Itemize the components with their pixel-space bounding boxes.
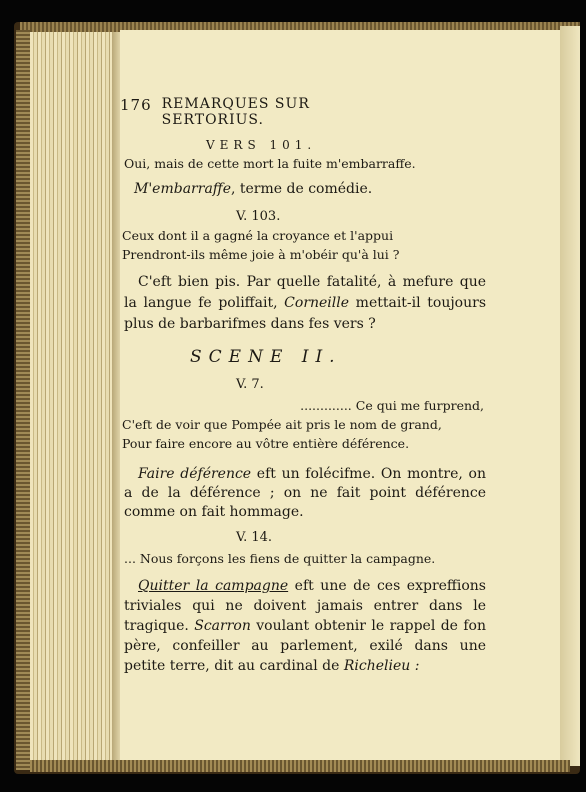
italic-term: M'embarraffe xyxy=(134,181,231,197)
paragraph-text: eft un folécifme. On montre, on a de la déférence ; on ne fait point déférence comme on fait hommage. xyxy=(124,466,486,520)
italic-name: Scarron xyxy=(194,618,251,634)
commentary-paragraph xyxy=(124,465,486,522)
verse-reference: VERS 101. xyxy=(206,138,317,152)
verse-reference: V. 103. xyxy=(236,209,281,224)
running-title: REMARQUES SUR SERTORIUS. xyxy=(161,96,310,128)
italic-term: Faire déférence xyxy=(138,466,252,482)
page-number: 176 xyxy=(120,96,152,114)
verse-quote: Oui, mais de cette mort la fuite m'embarraffe. xyxy=(124,156,416,171)
verse-quote xyxy=(122,226,400,264)
page-text xyxy=(0,96,486,676)
quote-line: C'eft de voir que Pompée ait pris le nom de grand, xyxy=(122,417,442,432)
quote-line: Pour faire encore au vôtre entière déférence. xyxy=(122,436,410,451)
commentary-paragraph xyxy=(124,576,486,676)
paragraph-text: eft une de ces expreffions triviales qui ne doivent jamais entrer dans le tragique. xyxy=(124,578,486,634)
verse-reference: V. 7. xyxy=(236,377,264,392)
italic-name: Corneille xyxy=(284,295,350,311)
scene-heading: SCENE II. xyxy=(190,347,342,367)
paragraph-text: C'eft bien pis. Par quelle fatalité, à mefure que la langue fe poliffait, xyxy=(124,274,486,311)
commentary xyxy=(134,181,396,197)
verse-reference: V. 14. xyxy=(236,530,273,545)
paragraph-text: mettait-il toujours plus de barbarifmes dans fes vers ? xyxy=(124,295,486,332)
running-header xyxy=(120,96,396,128)
verse-quote xyxy=(122,396,484,453)
italic-name: Richelieu : xyxy=(343,658,420,674)
paragraph-text: voulant obtenir le rappel de fon père, confeiller au parlement, exilé dans une petite terre, dit au cardinal de xyxy=(124,618,486,674)
quote-line: Prendront-ils même joie à m'obéir qu'à lui ? xyxy=(122,247,400,262)
quote-line: Ceux dont il a gagné la croyance et l'appui xyxy=(122,228,394,243)
italic-term: Quitter la campagne xyxy=(138,578,289,594)
page-edges-bottom xyxy=(30,760,570,772)
quote-line: ............. Ce qui me furprend, xyxy=(300,398,484,413)
commentary-paragraph xyxy=(124,272,486,335)
page-right-edge xyxy=(560,26,580,766)
commentary-text: , terme de comédie. xyxy=(231,181,373,197)
verse-quote: ... Nous forçons les fiens de quitter la campagne. xyxy=(124,551,436,566)
